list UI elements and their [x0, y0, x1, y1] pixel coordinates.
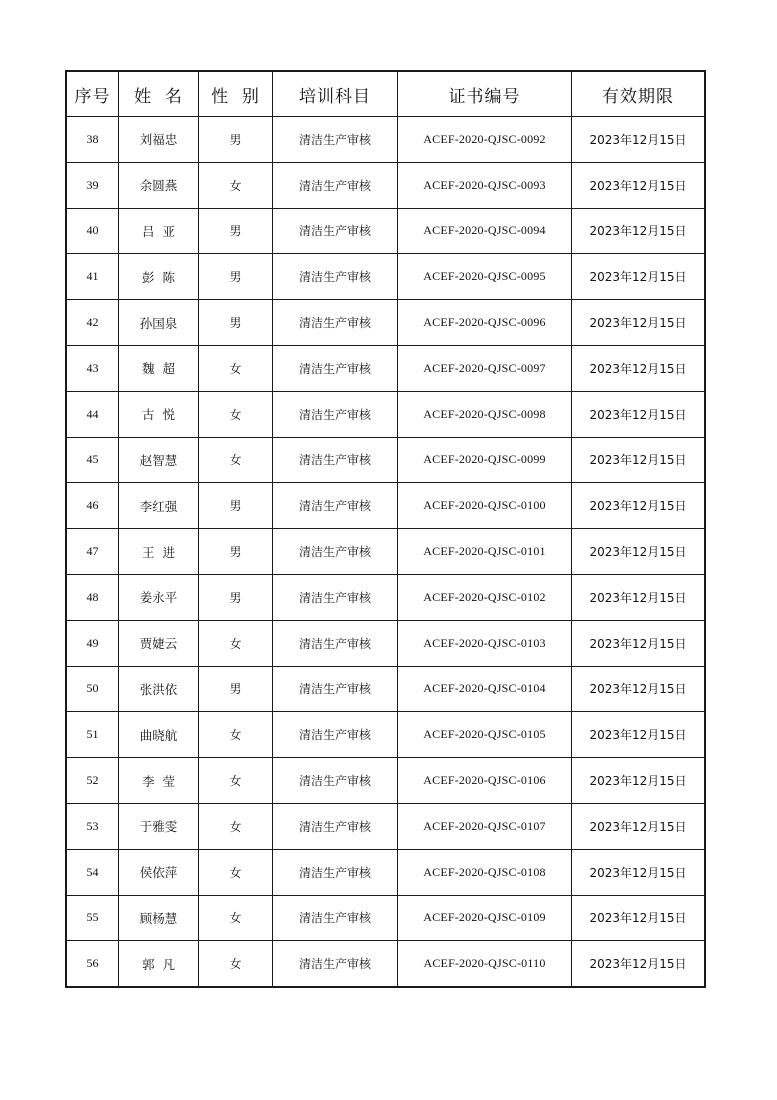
certificate-roster-table — [66, 71, 705, 987]
table-row — [67, 849, 705, 895]
cell-name: 孙国泉 — [119, 300, 199, 346]
cell-serial: 48 — [67, 574, 119, 620]
cell-name: 郭 凡 — [119, 941, 199, 987]
cell-validity: 2023年12月15日 — [572, 712, 705, 758]
cell-name: 魏 超 — [119, 345, 199, 391]
cell-gender: 男 — [199, 666, 273, 712]
header-certificate-number: 证书编号 — [398, 72, 572, 117]
cell-certificate-number: ACEF-2020-QJSC-0093 — [398, 162, 572, 208]
cell-gender: 男 — [199, 208, 273, 254]
cell-subject: 清洁生产审核 — [273, 345, 398, 391]
table-header — [67, 72, 705, 117]
cell-subject: 清洁生产审核 — [273, 483, 398, 529]
cell-serial: 38 — [67, 117, 119, 163]
cell-name: 顾杨慧 — [119, 895, 199, 941]
cell-validity: 2023年12月15日 — [572, 208, 705, 254]
cell-gender: 女 — [199, 391, 273, 437]
cell-gender: 女 — [199, 162, 273, 208]
cell-serial: 45 — [67, 437, 119, 483]
cell-validity: 2023年12月15日 — [572, 437, 705, 483]
cell-serial: 54 — [67, 849, 119, 895]
cell-serial: 42 — [67, 300, 119, 346]
table-row — [67, 162, 705, 208]
cell-validity: 2023年12月15日 — [572, 758, 705, 804]
cell-subject: 清洁生产审核 — [273, 574, 398, 620]
cell-gender: 女 — [199, 712, 273, 758]
cell-serial: 47 — [67, 529, 119, 575]
cell-serial: 50 — [67, 666, 119, 712]
cell-name: 曲晓航 — [119, 712, 199, 758]
table-row — [67, 712, 705, 758]
table-row — [67, 208, 705, 254]
cell-validity: 2023年12月15日 — [572, 391, 705, 437]
cell-subject: 清洁生产审核 — [273, 437, 398, 483]
cell-serial: 52 — [67, 758, 119, 804]
cell-subject: 清洁生产审核 — [273, 254, 398, 300]
cell-subject: 清洁生产审核 — [273, 300, 398, 346]
cell-certificate-number: ACEF-2020-QJSC-0098 — [398, 391, 572, 437]
cell-name: 李红强 — [119, 483, 199, 529]
cell-serial: 51 — [67, 712, 119, 758]
cell-name: 彭 陈 — [119, 254, 199, 300]
cell-gender: 男 — [199, 117, 273, 163]
cell-subject: 清洁生产审核 — [273, 162, 398, 208]
cell-serial: 49 — [67, 620, 119, 666]
cell-gender: 男 — [199, 254, 273, 300]
cell-name: 王 进 — [119, 529, 199, 575]
table-row — [67, 117, 705, 163]
cell-certificate-number: ACEF-2020-QJSC-0100 — [398, 483, 572, 529]
cell-certificate-number: ACEF-2020-QJSC-0103 — [398, 620, 572, 666]
header-gender: 性 别 — [199, 72, 273, 117]
cell-gender: 女 — [199, 620, 273, 666]
cell-certificate-number: ACEF-2020-QJSC-0097 — [398, 345, 572, 391]
cell-certificate-number: ACEF-2020-QJSC-0108 — [398, 849, 572, 895]
table-row — [67, 437, 705, 483]
table-row — [67, 345, 705, 391]
cell-gender: 女 — [199, 345, 273, 391]
cell-certificate-number: ACEF-2020-QJSC-0110 — [398, 941, 572, 987]
cell-serial: 41 — [67, 254, 119, 300]
cell-certificate-number: ACEF-2020-QJSC-0109 — [398, 895, 572, 941]
cell-validity: 2023年12月15日 — [572, 300, 705, 346]
cell-name: 赵智慧 — [119, 437, 199, 483]
cell-name: 于雅雯 — [119, 803, 199, 849]
table-row — [67, 483, 705, 529]
table-row — [67, 574, 705, 620]
cell-serial: 53 — [67, 803, 119, 849]
table-row — [67, 758, 705, 804]
cell-gender: 女 — [199, 895, 273, 941]
cell-serial: 55 — [67, 895, 119, 941]
cell-gender: 女 — [199, 803, 273, 849]
table-row — [67, 529, 705, 575]
cell-subject: 清洁生产审核 — [273, 529, 398, 575]
cell-validity: 2023年12月15日 — [572, 254, 705, 300]
cell-name: 姜永平 — [119, 574, 199, 620]
cell-gender: 女 — [199, 849, 273, 895]
cell-subject: 清洁生产审核 — [273, 849, 398, 895]
cell-gender: 女 — [199, 758, 273, 804]
cell-certificate-number: ACEF-2020-QJSC-0099 — [398, 437, 572, 483]
cell-serial: 56 — [67, 941, 119, 987]
cell-subject: 清洁生产审核 — [273, 712, 398, 758]
cell-validity: 2023年12月15日 — [572, 483, 705, 529]
cell-subject: 清洁生产审核 — [273, 895, 398, 941]
header-subject: 培训科目 — [273, 72, 398, 117]
cell-name: 侯依萍 — [119, 849, 199, 895]
cell-certificate-number: ACEF-2020-QJSC-0094 — [398, 208, 572, 254]
cell-serial: 40 — [67, 208, 119, 254]
cell-certificate-number: ACEF-2020-QJSC-0106 — [398, 758, 572, 804]
cell-serial: 46 — [67, 483, 119, 529]
cell-certificate-number: ACEF-2020-QJSC-0105 — [398, 712, 572, 758]
cell-gender: 男 — [199, 574, 273, 620]
table-row — [67, 620, 705, 666]
cell-subject: 清洁生产审核 — [273, 620, 398, 666]
cell-gender: 女 — [199, 941, 273, 987]
cell-validity: 2023年12月15日 — [572, 895, 705, 941]
cell-serial: 44 — [67, 391, 119, 437]
cell-name: 古 悦 — [119, 391, 199, 437]
cell-gender: 女 — [199, 437, 273, 483]
table-row — [67, 941, 705, 987]
cell-validity: 2023年12月15日 — [572, 529, 705, 575]
cell-subject: 清洁生产审核 — [273, 666, 398, 712]
cell-certificate-number: ACEF-2020-QJSC-0102 — [398, 574, 572, 620]
cell-name: 吕 亚 — [119, 208, 199, 254]
cell-subject: 清洁生产审核 — [273, 117, 398, 163]
cell-certificate-number: ACEF-2020-QJSC-0101 — [398, 529, 572, 575]
cell-subject: 清洁生产审核 — [273, 803, 398, 849]
cell-validity: 2023年12月15日 — [572, 345, 705, 391]
cell-name: 张洪依 — [119, 666, 199, 712]
cell-validity: 2023年12月15日 — [572, 162, 705, 208]
cell-gender: 男 — [199, 300, 273, 346]
cell-name: 余圆燕 — [119, 162, 199, 208]
cell-certificate-number: ACEF-2020-QJSC-0095 — [398, 254, 572, 300]
table-row — [67, 803, 705, 849]
table-body — [67, 117, 705, 987]
header-row — [67, 72, 705, 117]
cell-subject: 清洁生产审核 — [273, 758, 398, 804]
table-row — [67, 666, 705, 712]
table-row — [67, 254, 705, 300]
header-serial: 序号 — [67, 72, 119, 117]
cell-name: 刘福忠 — [119, 117, 199, 163]
table-row — [67, 300, 705, 346]
cell-subject: 清洁生产审核 — [273, 391, 398, 437]
cell-validity: 2023年12月15日 — [572, 620, 705, 666]
cell-serial: 43 — [67, 345, 119, 391]
cell-name: 李 莹 — [119, 758, 199, 804]
cell-subject: 清洁生产审核 — [273, 941, 398, 987]
cell-name: 贾婕云 — [119, 620, 199, 666]
cell-gender: 男 — [199, 529, 273, 575]
cell-subject: 清洁生产审核 — [273, 208, 398, 254]
table-row — [67, 391, 705, 437]
cell-certificate-number: ACEF-2020-QJSC-0092 — [398, 117, 572, 163]
cell-validity: 2023年12月15日 — [572, 666, 705, 712]
cell-validity: 2023年12月15日 — [572, 849, 705, 895]
cell-serial: 39 — [67, 162, 119, 208]
cell-validity: 2023年12月15日 — [572, 574, 705, 620]
cell-certificate-number: ACEF-2020-QJSC-0096 — [398, 300, 572, 346]
cell-certificate-number: ACEF-2020-QJSC-0104 — [398, 666, 572, 712]
cell-certificate-number: ACEF-2020-QJSC-0107 — [398, 803, 572, 849]
header-validity: 有效期限 — [572, 72, 705, 117]
cell-gender: 男 — [199, 483, 273, 529]
header-name: 姓 名 — [119, 72, 199, 117]
cell-validity: 2023年12月15日 — [572, 941, 705, 987]
cell-validity: 2023年12月15日 — [572, 117, 705, 163]
cell-validity: 2023年12月15日 — [572, 803, 705, 849]
table-row — [67, 895, 705, 941]
